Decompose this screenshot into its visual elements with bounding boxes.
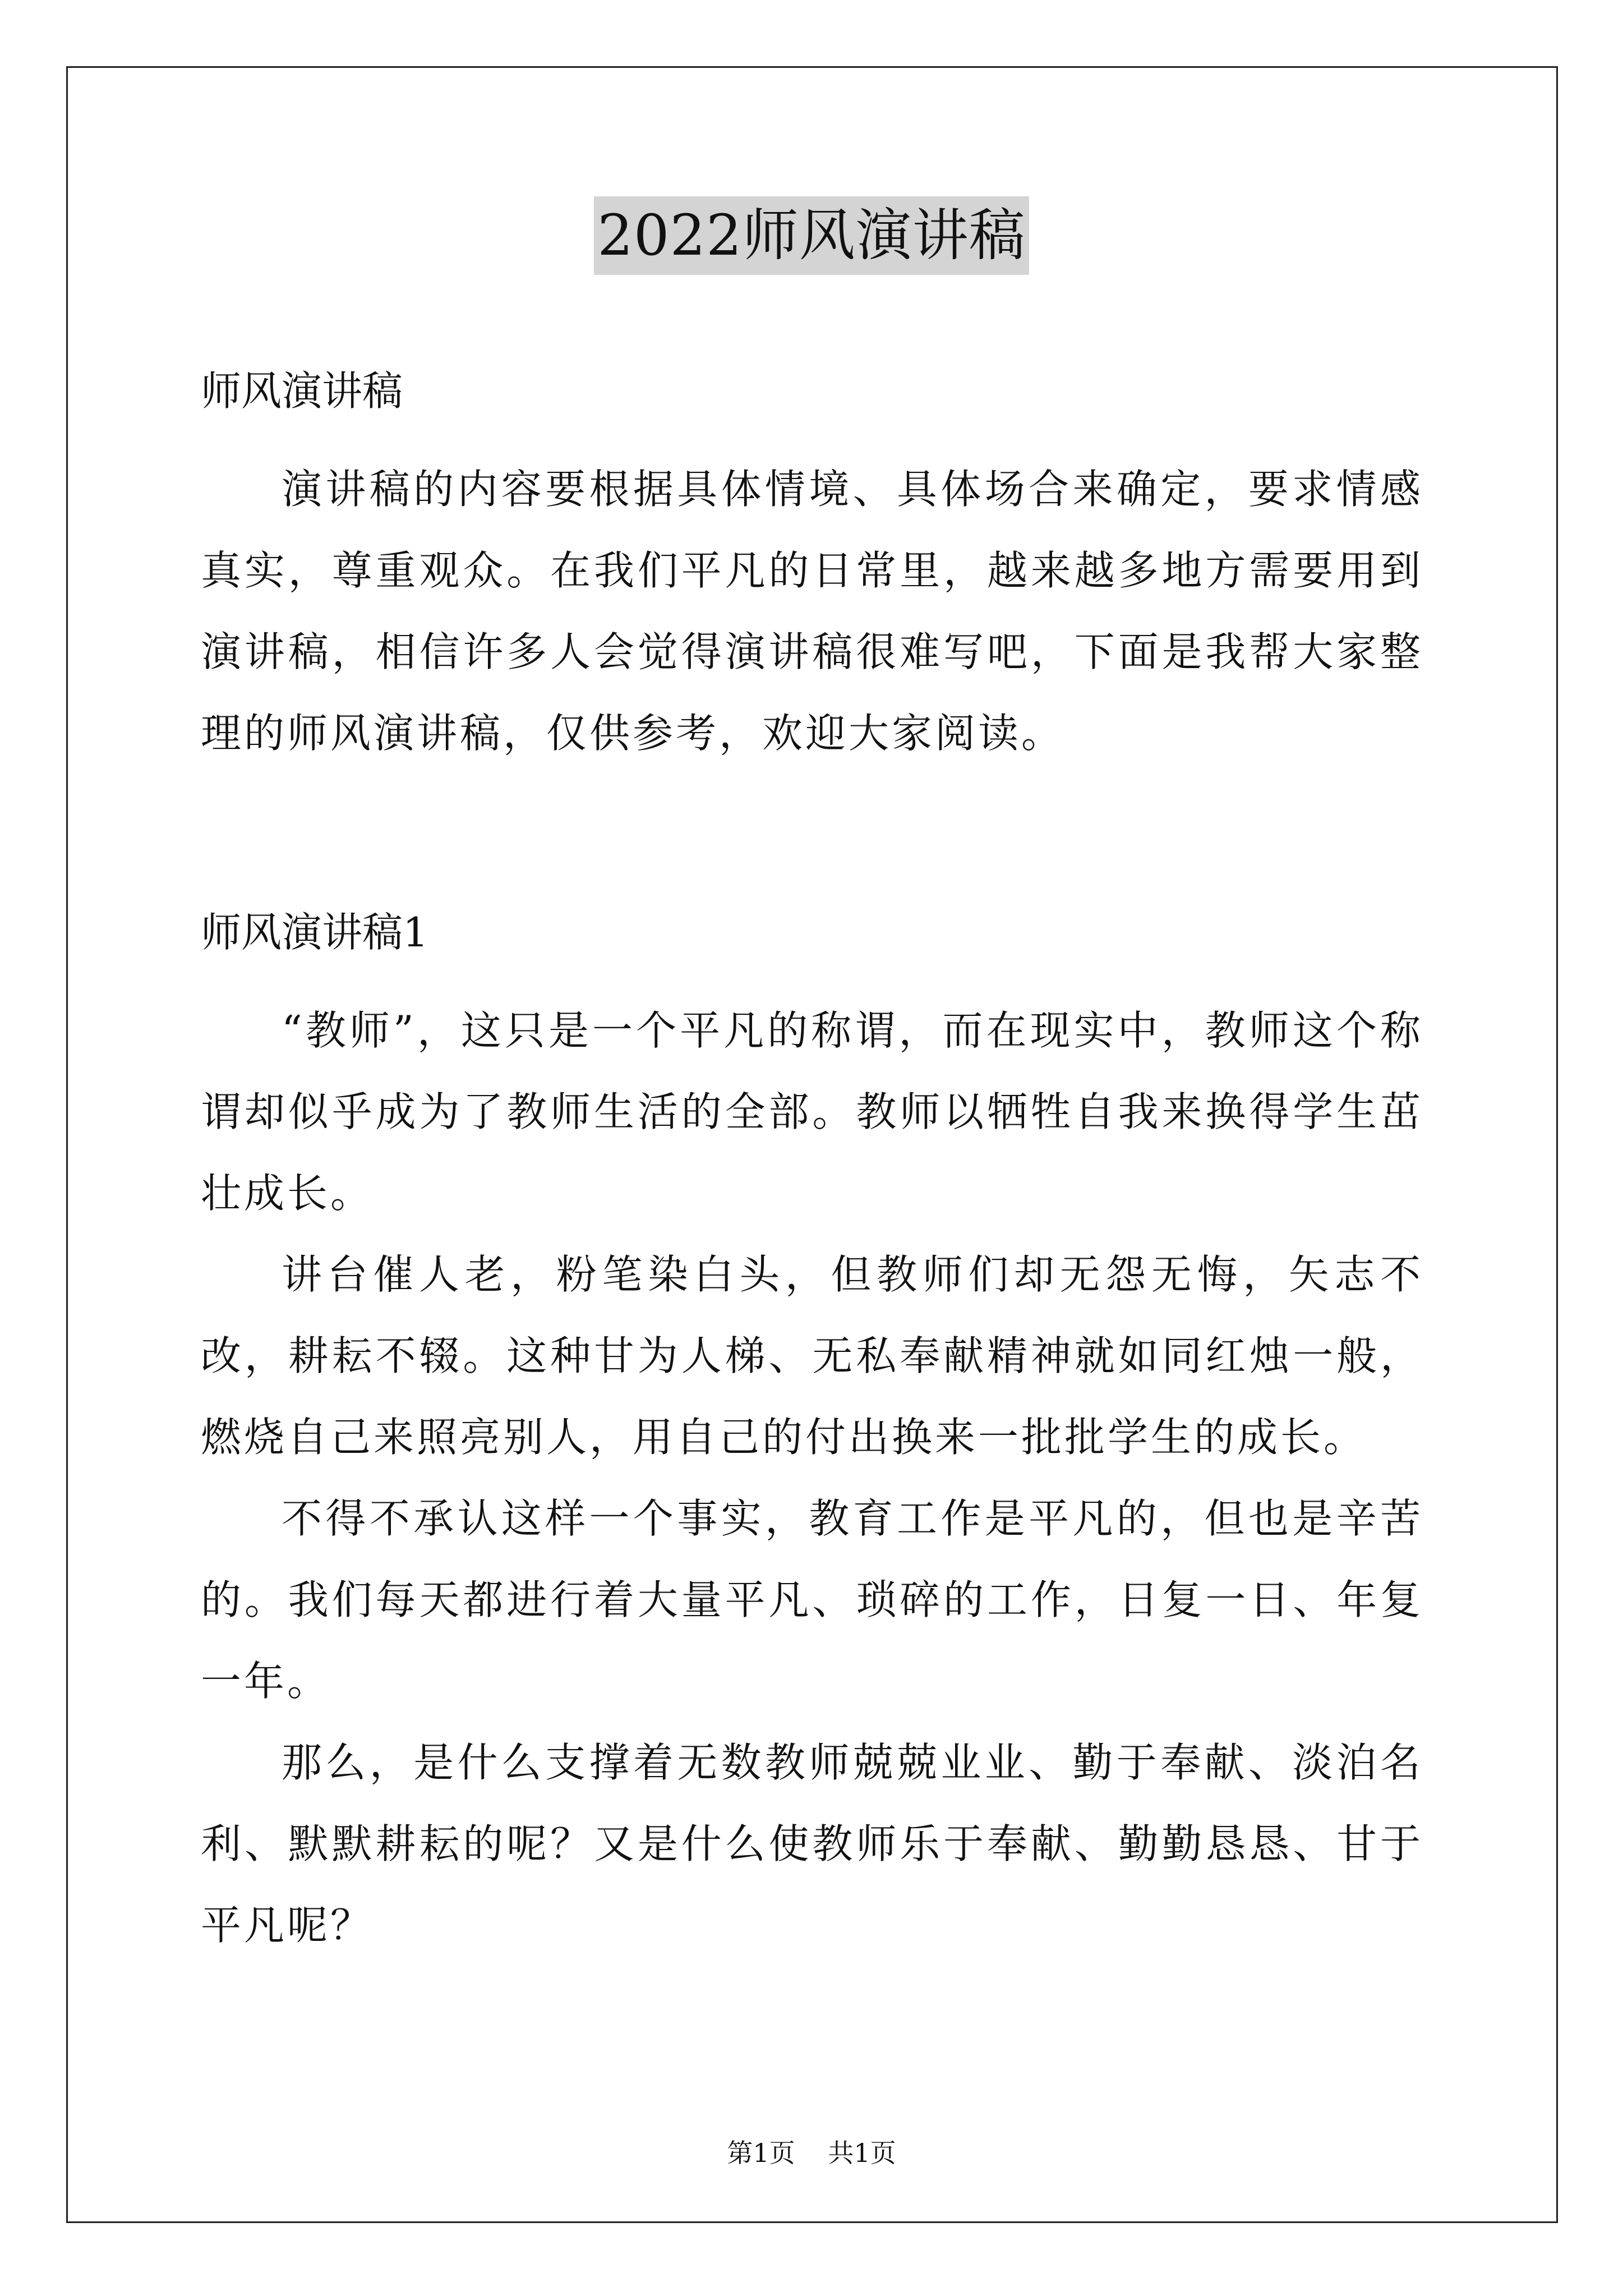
spacer	[201, 774, 1423, 892]
section-heading: 师风演讲稿1	[201, 909, 428, 956]
page-footer	[0, 2136, 1623, 2170]
spacer	[201, 973, 1423, 990]
intro-paragraph: 演讲稿的内容要根据具体情境、具体场合来确定，要求情感真实，尊重观众。在我们平凡的日常里，越来越多地方需要用到演讲稿，相信许多人会觉得演讲稿很难写吧，下面是我帮大家整理的师风演讲稿，仅供参考，欢迎大家阅读。	[201, 466, 1423, 757]
body-paragraph: “教师”，这只是一个平凡的称谓，而在现实中，教师这个称谓却似乎成为了教师生活的全部。教师以牺牲自我来换得学生茁壮成长。	[201, 1007, 1423, 1217]
spacer	[201, 432, 1423, 449]
page-number: 第1页	[727, 2138, 795, 2168]
title-container	[0, 196, 1623, 275]
page-total: 共1页	[828, 2138, 896, 2168]
document-title: 2022师风演讲稿	[594, 196, 1029, 275]
document-body	[201, 351, 1423, 1966]
intro-heading: 师风演讲稿	[201, 367, 403, 415]
body-paragraph: 那么，是什么支撑着无数教师兢兢业业、勤于奉献、淡泊名利、默默耕耘的呢？又是什么使教师乐于奉献、勤勤恳恳、甘于平凡呢？	[201, 1739, 1423, 1949]
body-paragraph: 讲台催人老，粉笔染白头，但教师们却无怨无悔，矢志不改，耕耘不辍。这种甘为人梯、无私奉献精神就如同红烛一般，燃烧自己来照亮别人，用自己的付出换来一批批学生的成长。	[201, 1251, 1423, 1461]
body-paragraph: 不得不承认这样一个事实，教育工作是平凡的，但也是辛苦的。我们每天都进行着大量平凡、琐碎的工作，日复一日、年复一年。	[201, 1495, 1423, 1705]
